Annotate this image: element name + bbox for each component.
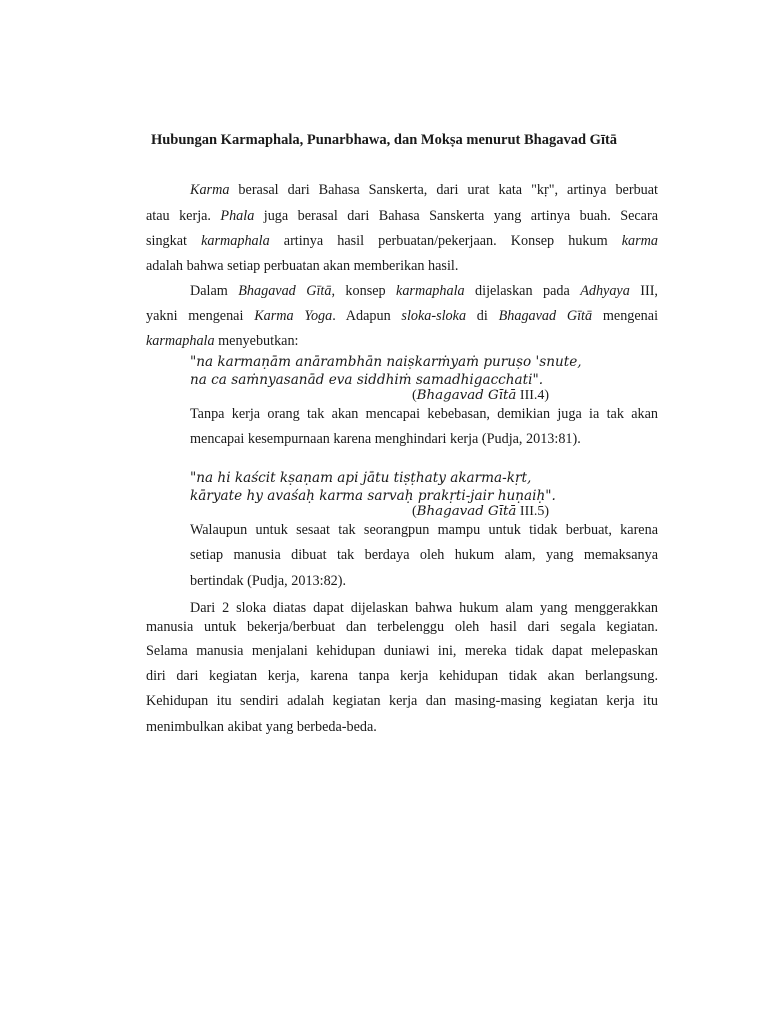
text-span: , konsep <box>331 283 397 299</box>
paragraph-3-line-1: Dari 2 sloka diatas dapat dijelaskan bahwa hukum alam yang menggerakkan <box>190 600 658 616</box>
term-karmaphala: karmaphala <box>396 283 465 299</box>
paragraph-3-line-5: Kehidupan itu sendiri adalah kegiatan kerja dan masing-masing kegiatan kerja itu <box>146 693 658 709</box>
term-bhagavad-gita: Bhagavad Gītā <box>498 308 593 324</box>
paragraph-3-line-6: menimbulkan akibat yang berbeda-beda. <box>146 719 377 735</box>
text-span: . Adapun <box>332 308 402 324</box>
sloka-1-translation-line-1: Tanpa kerja orang tak akan mencapai kebebasan, demikian juga ia tak akan <box>190 406 658 422</box>
text-span: berasal dari Bahasa Sanskerta, dari urat kata "kṛ", artinya berbuat <box>229 182 658 198</box>
paragraph-2-line-3 <box>146 332 658 350</box>
text-span: singkat <box>146 233 202 249</box>
text-span: ( <box>412 388 417 403</box>
paragraph-1-line-2 <box>146 207 658 225</box>
text-span: Dalam <box>190 283 239 299</box>
text-span: menyebutkan: <box>214 333 299 349</box>
sloka-2-reference <box>412 504 549 520</box>
term-sloka-sloka: sloka-sloka <box>401 308 467 324</box>
text-span: di <box>466 308 499 324</box>
sloka-1-line-1: "na karmaṇām anārambhān naiṣkarṁyaṁ puruṣo 'snute, <box>190 354 582 370</box>
text-span: ( <box>412 504 417 519</box>
term-karmaphala: karmaphala <box>201 233 270 249</box>
paragraph-3-line-4: diri dari kegiatan kerja, karena tanpa kerja kehidupan tidak akan berlangsung. <box>146 668 658 684</box>
sloka-2-translation-line-3: bertindak (Pudja, 2013:82). <box>190 573 347 589</box>
sloka-2-line-2: kāryate hy avaśaḥ karma sarvaḥ prakṛti-jair huṇaiḥ". <box>190 488 556 504</box>
term-karma: karma <box>621 233 659 249</box>
text-span: III.4) <box>516 388 550 403</box>
term-adhyaya: Adhyaya <box>580 283 630 299</box>
term-bhagavad-gita: Bhagavad Gītā <box>238 283 332 299</box>
sloka-1-line-2: na ca saṁnyasanād eva siddhiṁ samadhigacchati". <box>190 372 544 388</box>
term-karma: Karma <box>190 182 230 198</box>
paragraph-3-line-3: Selama manusia menjalani kehidupan duniawi ini, mereka tidak dapat melepaskan <box>146 643 658 659</box>
page-title: Hubungan Karmaphala, Punarbhawa, dan Mokṣa menurut Bhagavad Gītā <box>150 132 618 148</box>
text-span: mengenai <box>592 308 659 324</box>
term-bhagavad-gita: Bhagavad Gītā <box>416 388 517 403</box>
text-span: dijelaskan pada <box>464 283 581 299</box>
paragraph-2-line-2 <box>146 307 658 325</box>
paragraph-1-line-1 <box>190 181 658 199</box>
text-span: atau kerja. <box>146 208 221 224</box>
text-span: artinya hasil perbuatan/pekerjaan. Konsep hukum <box>269 233 622 249</box>
text-span: III, <box>629 283 658 299</box>
paragraph-3-line-2: manusia untuk bekerja/berbuat dan terbelenggu oleh hasil dari segala kegiatan. <box>146 619 658 635</box>
sloka-1-translation-line-2: mencapai kesempurnaan karena menghindari kerja (Pudja, 2013:81). <box>190 431 581 447</box>
paragraph-1-line-4: adalah bahwa setiap perbuatan akan memberikan hasil. <box>146 258 459 274</box>
term-bhagavad-gita: Bhagavad Gītā <box>416 504 517 519</box>
text-span: III.5) <box>516 504 550 519</box>
text-span: yakni mengenai <box>146 308 255 324</box>
text-span: juga berasal dari Bahasa Sanskerta yang artinya buah. Secara <box>254 208 658 224</box>
paragraph-1-line-3 <box>146 232 658 250</box>
sloka-1-reference <box>412 388 549 404</box>
paragraph-2-line-1 <box>190 282 658 300</box>
sloka-2-translation-line-1: Walaupun untuk sesaat tak seorangpun mampu untuk tidak berbuat, karena <box>190 522 658 538</box>
term-karma-yoga: Karma Yoga <box>254 308 333 324</box>
term-karmaphala: karmaphala <box>146 333 215 349</box>
sloka-2-line-1: "na hi kaścit kṣaṇam api jātu tiṣṭhaty akarma-kṛt, <box>190 470 532 486</box>
term-phala: Phala <box>220 208 255 224</box>
sloka-2-translation-line-2: setiap manusia dibuat tak berdaya oleh hukum alam, yang memaksanya <box>190 547 658 563</box>
